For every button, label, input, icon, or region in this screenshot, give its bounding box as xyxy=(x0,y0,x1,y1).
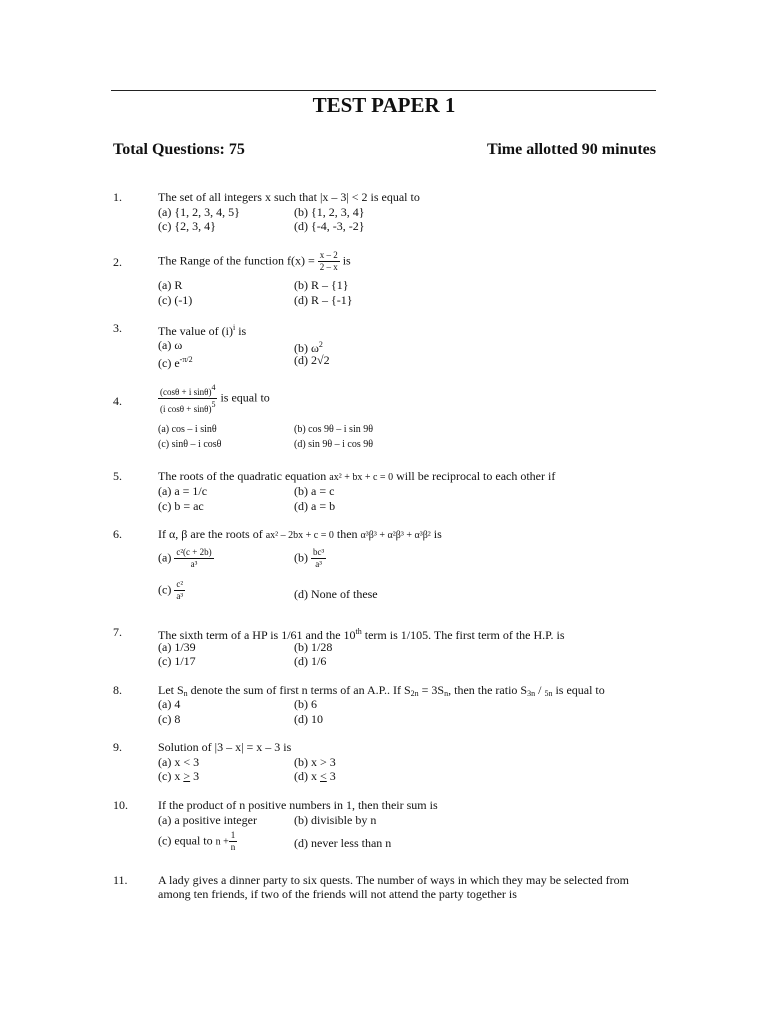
question-number: 7. xyxy=(113,625,122,639)
fraction: $\frac{\text{c²(c + 2b)}}{\text{a³}}$ xyxy=(176,547,212,569)
option-c: (c) equal to n + $\frac{1}{n}$ xyxy=(158,830,236,852)
option-a: (a) {1, 2, 3, 4, 5} xyxy=(158,205,240,219)
fraction: $\frac{\text{(cosθ + i sinθ)4}}{\text{(i cosθ + sinθ)5}}$ xyxy=(160,383,216,414)
option-d: (d) 10 xyxy=(294,712,323,726)
option-c: (c) x > 3 xyxy=(158,769,200,783)
option-a: (a) R xyxy=(158,278,183,292)
option-c: (c) $\frac{\text{c²}}{\text{a³}}$ xyxy=(158,579,184,601)
question-number: 2. xyxy=(113,255,122,269)
option-c: (c) 1/17 xyxy=(158,654,196,668)
question-number: 6. xyxy=(113,527,122,541)
time-allotted: Time allotted 90 minutes xyxy=(486,141,656,158)
option-d: (d) a = b xyxy=(294,499,336,513)
fraction: $\frac{x - 2}{2 - x}$ xyxy=(319,250,338,272)
option-b: (b) {1, 2, 3, 4} xyxy=(294,205,365,219)
option-b: (b) a = c xyxy=(294,484,335,498)
option-b: (b) 6 xyxy=(294,697,317,711)
fraction: $\frac{\text{bc³}}{\text{a³}}$ xyxy=(313,547,325,569)
question-text: $\frac{\text{(cosθ + i sinθ)4}}{\text{(i cosθ + sinθ)5}}$ is equal to xyxy=(160,383,270,414)
option-b: (b) $\frac{\text{bc³}}{\text{a³}}$ xyxy=(294,547,325,569)
question-text: A lady gives a dinner party to six quests. The number of ways in which they may be selected from among ten friends, if two of the friends will not attend the party together is xyxy=(158,873,629,901)
option-d: (d) None of these xyxy=(294,587,378,601)
question-text: Solution of |3 – x| = x – 3 is xyxy=(158,740,292,754)
option-d: (d) x < 3 xyxy=(294,769,336,783)
question-text: The roots of the quadratic equation ax² + bx + c = 0 will be reciprocal to each other if xyxy=(158,469,556,483)
option-a: (a) 4 xyxy=(158,697,181,711)
option-c: (c) (-1) xyxy=(158,293,193,307)
option-d: (d) 1/6 xyxy=(294,654,327,668)
option-c: (c) $e^{-\pi/2}$ xyxy=(158,355,193,370)
option-c: (c) sinθ – i cosθ xyxy=(158,439,222,450)
option-d: (d) {-4, -3, -2} xyxy=(294,219,365,233)
option-b: (b) $\omega^2$ xyxy=(294,340,323,355)
option-b: (b) cos 9θ – i sin 9θ xyxy=(294,424,374,435)
page-title: TEST PAPER 1 xyxy=(312,93,456,117)
question-number: 9. xyxy=(113,740,122,754)
option-a: (a) a = 1/c xyxy=(158,484,208,498)
question-number: 8. xyxy=(113,683,122,697)
question-text: Let $S_n$ denote the sum of first n terms of an A.P.. If $S_{2n} = 3S_n$, then the ratio $S_{3n} / _{5n}$ is equal to xyxy=(158,683,605,698)
option-b: (b) divisible by n xyxy=(294,813,377,827)
question-text: If α, β are the roots of ax² – 2bx + c = 0 then α³β³ + α²β³ + α³β² is xyxy=(158,527,442,541)
question-number: 5. xyxy=(113,469,122,483)
option-a: (a) 1/39 xyxy=(158,640,196,654)
question-text: The Range of the function f(x) = $\frac{x - 2}{2 - x}$ is xyxy=(158,250,351,272)
fraction: $\frac{\text{c²}}{\text{a³}}$ xyxy=(176,579,184,601)
fraction: $\frac{1}{n}$ xyxy=(230,830,236,852)
question-text: The sixth term of a HP is 1/61 and the 10th term is 1/105. The first term of the H.P. is xyxy=(158,627,565,642)
option-d: (d) R – {-1} xyxy=(294,293,353,307)
question-number: 4. xyxy=(113,394,122,408)
question-text: The value of $(i)^i$ is xyxy=(158,323,247,338)
option-a: (a) cos – i sinθ xyxy=(158,424,217,435)
option-d: (d) never less than n xyxy=(294,836,392,850)
question-text: The set of all integers x such that |x – 3| < 2 is equal to xyxy=(158,190,420,204)
option-b: (b) x > 3 xyxy=(294,755,336,769)
option-c: (c) 8 xyxy=(158,712,181,726)
question-text: If the product of n positive numbers in 1, then their sum is xyxy=(158,798,438,812)
option-a: (a) x < 3 xyxy=(158,755,200,769)
option-b: (b) 1/28 xyxy=(294,640,333,654)
total-questions: Total Questions: 75 xyxy=(113,141,245,158)
option-c: (c) {2, 3, 4} xyxy=(158,219,216,233)
question-number: 1. xyxy=(113,190,122,204)
option-a: (a) ω xyxy=(158,338,183,352)
question-number: 10. xyxy=(113,798,128,812)
option-a: (a) $\frac{\text{c²(c + 2b)}}{\text{a³}}$ xyxy=(158,547,212,569)
option-b: (b) R – {1} xyxy=(294,278,349,292)
option-d: (d) 2√2 xyxy=(294,353,330,367)
option-a: (a) a positive integer xyxy=(158,813,257,827)
question-number: 11. xyxy=(113,873,128,887)
option-d: (d) sin 9θ – i cos 9θ xyxy=(294,439,374,450)
question-number: 3. xyxy=(113,321,122,335)
option-c: (c) b = ac xyxy=(158,499,204,513)
top-rule xyxy=(111,90,656,91)
